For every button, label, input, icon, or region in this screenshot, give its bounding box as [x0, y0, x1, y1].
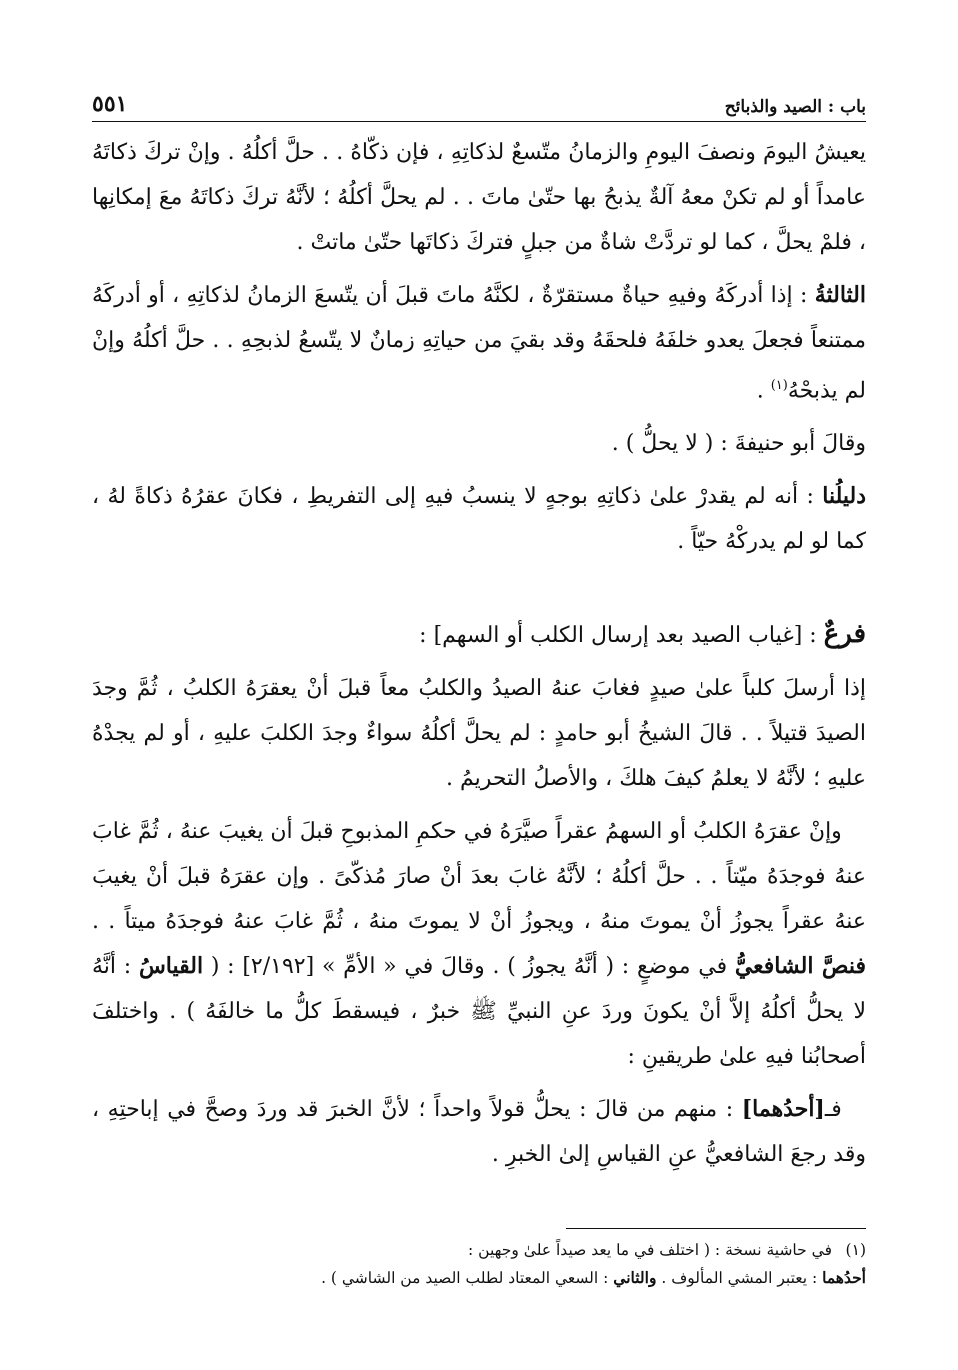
- paragraph-2: [92, 273, 866, 413]
- paragraph-3: وقالَ أبو حنيفةَ : ( لا يحلُّ ) .: [611, 431, 866, 457]
- section-heading: [92, 612, 866, 658]
- paragraph-6: [92, 809, 866, 1079]
- footnote-1-text-3: : السعي المعتاد لطلب الصيد من الشاشي ) .: [321, 1269, 614, 1287]
- footnote-1-lead-1: أحدُهما: [822, 1268, 866, 1287]
- footnotes: [92, 1236, 866, 1292]
- footnote-separator: [566, 1228, 866, 1229]
- paragraph-4-lead: دليلُنا: [822, 483, 866, 510]
- footnote-1-line-1: [92, 1236, 866, 1264]
- footnote-1-lead-2: والثاني: [613, 1268, 657, 1287]
- page-number: ٥٥١: [92, 91, 128, 117]
- paragraph-4: [92, 474, 866, 564]
- paragraph-6-part-b: في موضعٍ : ( أنَّهُ يجوزُ ) . وقالَ في « الأمِّ » [٢/١٩٢] : (: [203, 954, 735, 980]
- paragraph-2-end: .: [756, 378, 771, 404]
- paragraph-7-text: : منهم من قالَ : يحلُّ قولاً واحداً ؛ لأنَّ الخبرَ قد وردَ وصحَّ في إباحتِهِ ، وقد رجعَ الشافعيُّ عنِ القياسِ إلىٰ الخبرِ .: [92, 1097, 866, 1168]
- paragraph-7-lead: [أحدُهما]: [741, 1096, 825, 1123]
- paragraph-2-text: : إذا أدركَهُ وفيهِ حياةٌ مستقرّةٌ ، لكنَّهُ ماتَ قبلَ أن يتّسعَ الزمانُ لذكاتِهِ ، أو أدركَهُ ممتنعاً فجعلَ يعدو خلفَهُ فلحقَهُ وقد بقيَ من حياتِهِ زمانٌ لا يتّسعُ لذبحِهِ . . حلَّ أكلُهُ وإنْ لم يذبحْهُ: [92, 283, 866, 404]
- footnote-ref-1[interactable]: (١): [770, 378, 788, 393]
- running-title: باب : الصيد والذبائح: [724, 97, 866, 117]
- paragraph-5: إذا أرسلَ كلباً علىٰ صيدٍ فغابَ عنهُ الصيدُ والكلبُ معاً قبلَ أنْ يعقرَهُ الكلبُ ، ثُمَّ وجدَ الصيدَ قتيلاً . . قالَ الشيخُ أبو حامدٍ : لم يحلَّ أكلُهُ سواءٌ وجدَ الكلبَ عليهِ ، أو لم يجدْهُ عليهِ ؛ لأنَّهُ لا يعلمُ كيفَ هلكَ ، والأصلُ التحريمُ .: [92, 676, 866, 792]
- paragraph-4-text: : أنه لم يقدرْ علىٰ ذكاتِهِ بوجهٍ لا ينسبُ فيهِ إلى التفريطِ ، فكانَ عقرُهُ ذكاةً لهُ ، كما لو لم يدركْهُ حيّاً .: [92, 484, 866, 555]
- paragraph-7-prefix: فـ: [824, 1097, 842, 1123]
- section-title: : [غياب الصيد بعد إرسال الكلب أو السهم] :: [419, 623, 824, 649]
- footnote-1-text: في حاشية نسخة : ( اختلف في ما يعد صيداً علىٰ وجهين :: [468, 1241, 832, 1259]
- paragraph-6-part-a: وإنْ عقرَهُ الكلبُ أو السهمُ عقراً صيَّرَهُ في حكمِ المذبوحِ قبلَ أن يغيبَ عنهُ ، ثُمَّ غابَ عنهُ فوجدَهُ ميّتاً . . حلَّ أكلُهُ ؛ لأنَّهُ غابَ بعدَ أنْ صارَ مُذكّىً . وإن عقرَهُ قبلَ أنْ يغيبَ عنهُ عقراً يجوزُ أنْ يموتَ منهُ ، ويجوزُ أنْ لا يموتَ منهُ ، ثُمَّ غابَ عنهُ فوجدَهُ ميتاً . .: [92, 819, 866, 935]
- paragraph-6-bold-1: فنصَّ الشافعيُّ: [734, 953, 866, 980]
- paragraph-2-lead: الثالثةُ: [814, 282, 866, 308]
- footnote-1-text-2: : يعتبر المشي المألوف .: [656, 1269, 823, 1287]
- paragraph-1: يعيشُ اليومَ ونصفَ اليومِ والزمانُ متّسعٌ لذكاتِهِ ، فإن ذكّاهُ . . حلَّ أكلُهُ . وإنْ تركَ ذكاتَهُ عامداً أو لم تكنْ معهُ آلةٌ يذبحُ بها حتّىٰ ماتَ . . لم يحلَّ أكلُهُ ؛ لأنَّهُ تركَ ذكاتَهُ معَ إمكانِها ، فلمْ يحلَّ ، كما لو تردَّتْ شاةٌ من جبلٍ فتركَ ذكاتَها حتّىٰ ماتتْ .: [92, 140, 866, 255]
- footnote-1-line-2: [92, 1264, 866, 1292]
- page-header: [92, 88, 866, 122]
- main-text: [92, 130, 866, 1185]
- section-label: فرعٌ: [823, 619, 866, 650]
- paragraph-6-part-c: : أنَّهُ لا يحلُّ أكلُهُ إلاَّ أنْ يكونَ وردَ عنِ النبيِّ ﷺ خبرٌ ، فيسقطَ كلُّ ما خالفَهُ ) . واختلفَ أصحابُنا فيهِ علىٰ طريقينِ :: [92, 954, 866, 1070]
- footnote-1-number: (١): [845, 1241, 866, 1259]
- paragraph-6-bold-2: القياسُ: [138, 953, 204, 980]
- paragraph-7: [92, 1087, 866, 1177]
